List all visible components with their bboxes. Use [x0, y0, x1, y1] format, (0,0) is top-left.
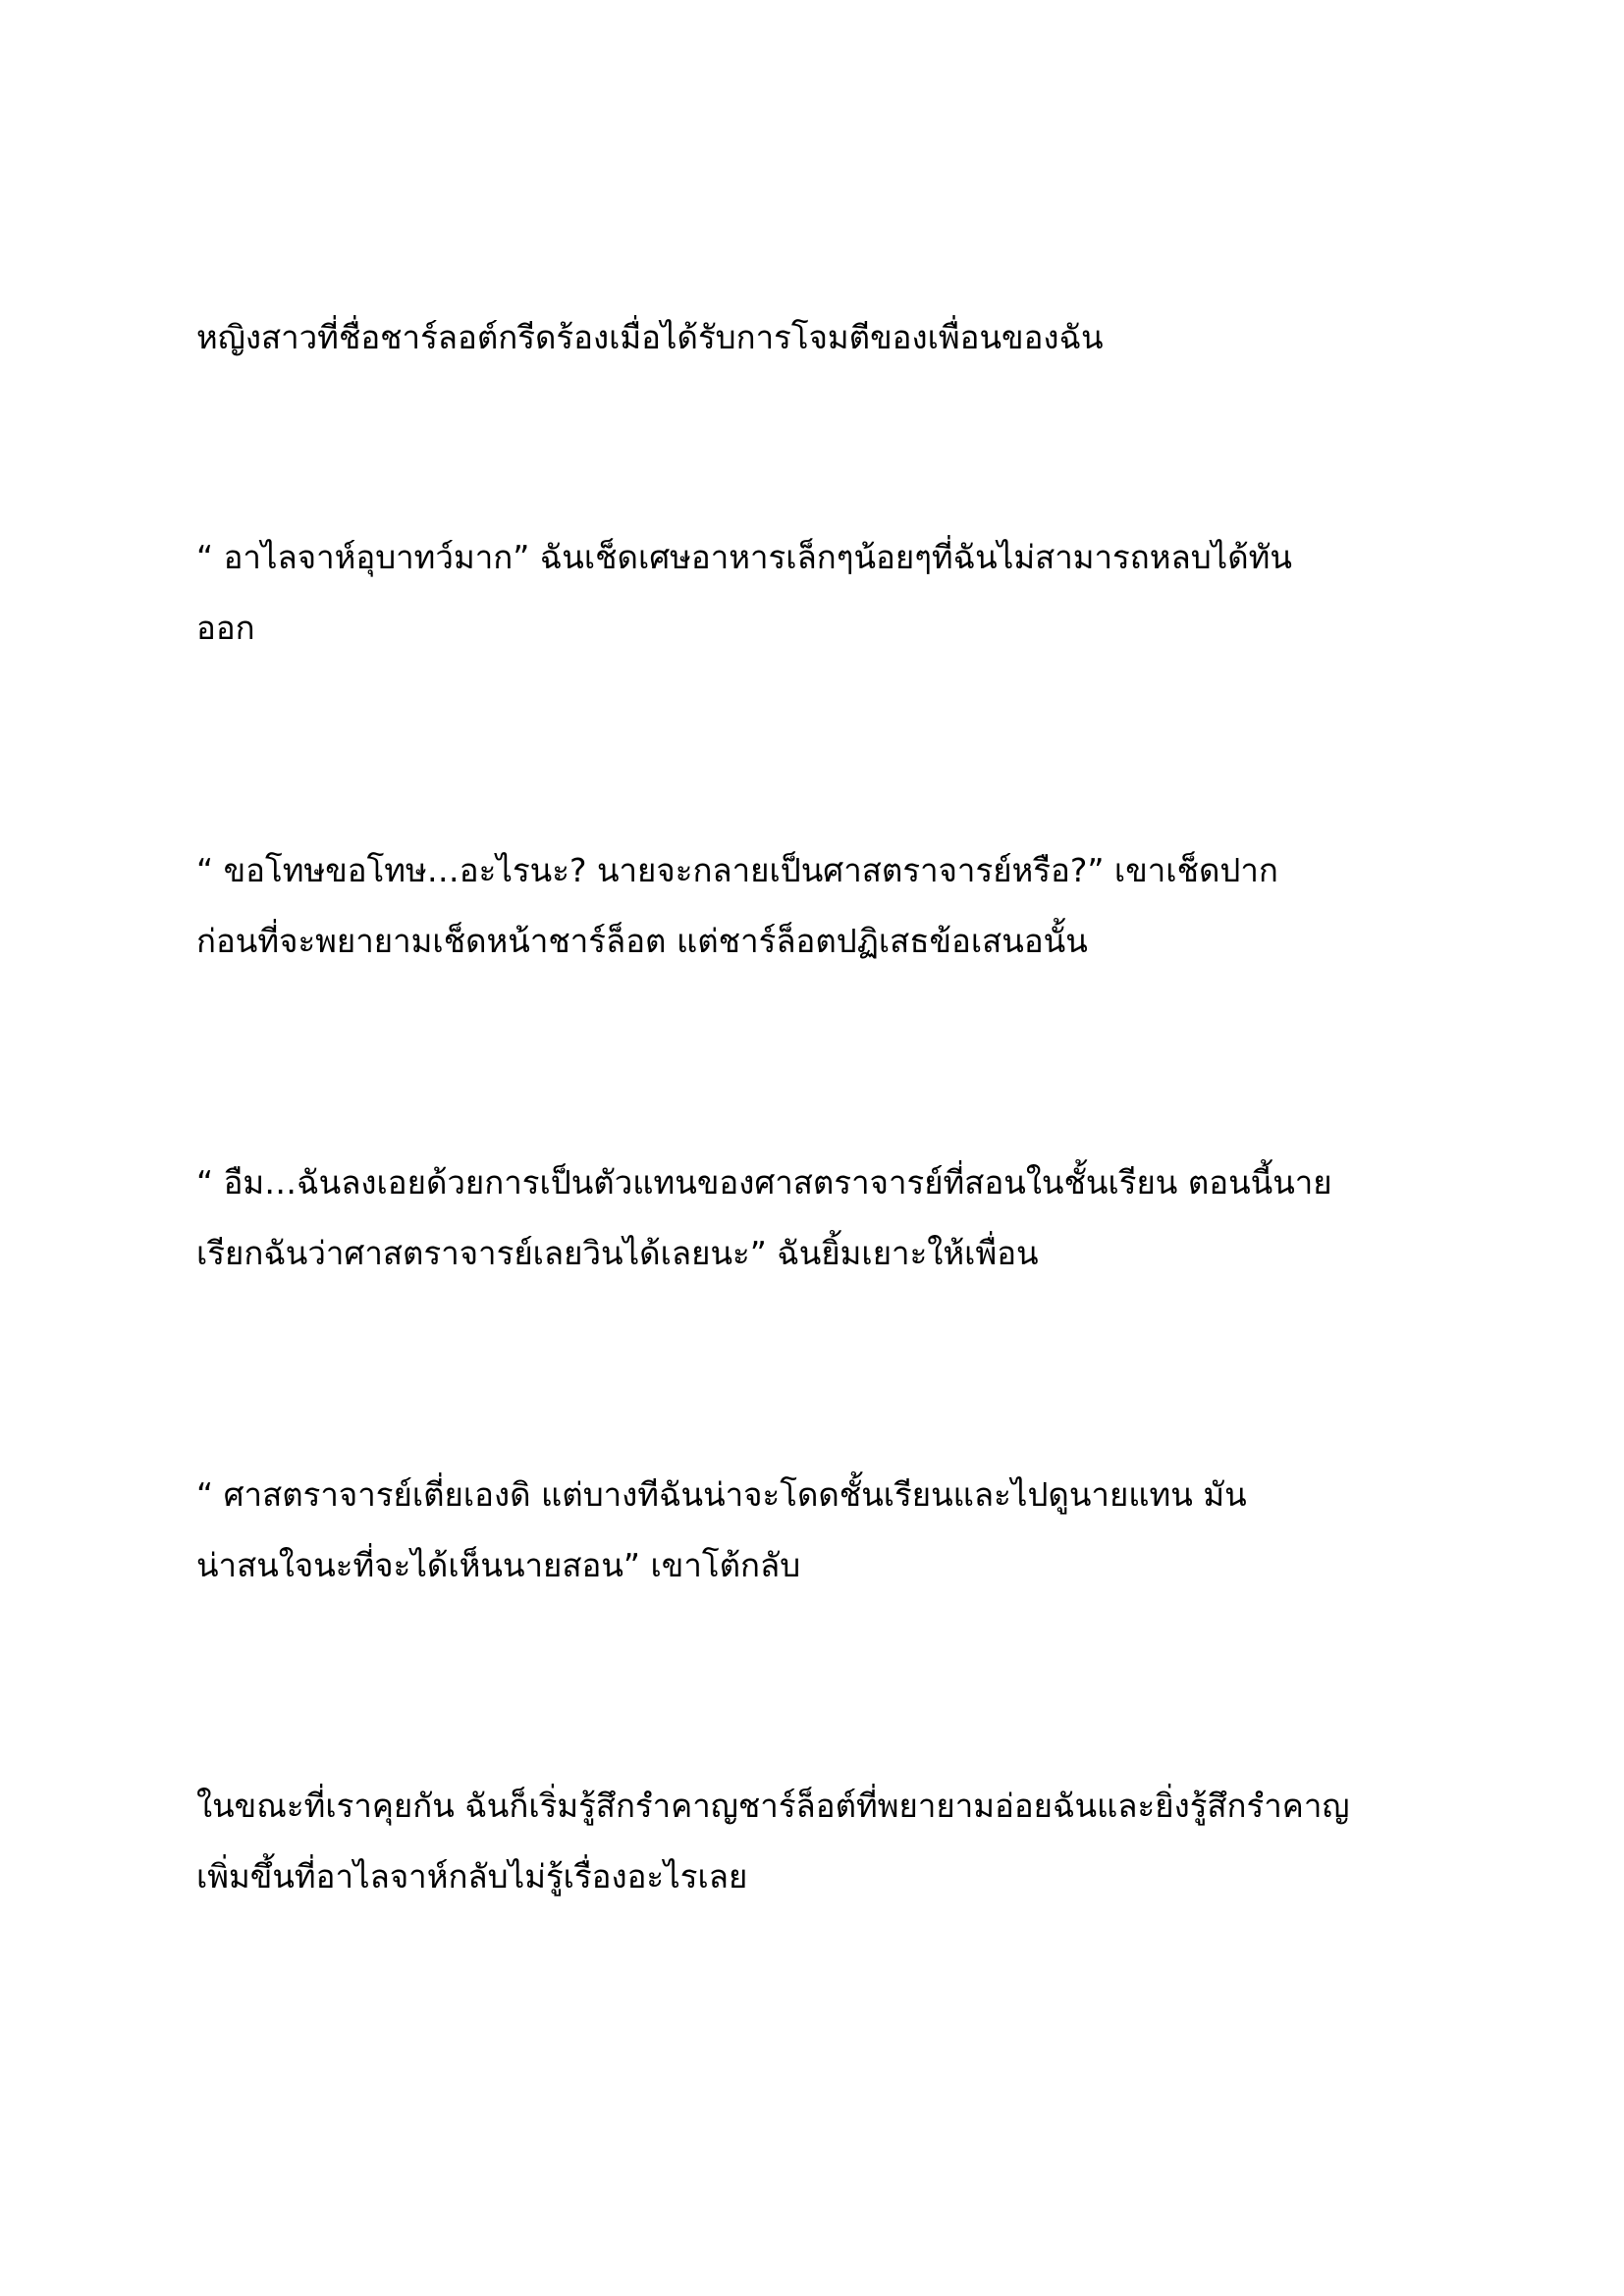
paragraph-line: น่าสนใจนะที่จะได้เห็นนายสอน” เขาโต้กลับ: [196, 1546, 801, 1584]
paragraph-line: “ ขอโทษขอโทษ…อะไรนะ? นายจะกลายเป็นศาสตราจารย์หรือ?” เขาเช็ดปาก: [196, 851, 1278, 889]
paragraph-line: หญิงสาวที่ชื่อชาร์ลอต์กรีดร้องเมื่อได้รับการโจมตีของเพื่อนของฉัน: [196, 318, 1104, 356]
paragraph-line: เพิ่มขึ้นที่อาไลจาห์กลับไม่รู้เรื่องอะไรเลย: [196, 1857, 748, 1896]
paragraph-3: [196, 835, 1453, 977]
paragraph-line: ออก: [196, 609, 255, 647]
paragraph-line: “ อาไลจาห์อุบาทว์มาก” ฉันเช็ดเศษอาหารเล็กๆน้อยๆที่ฉันไม่สามารถหลบได้ทัน: [196, 538, 1292, 576]
paragraph-line: ในขณะที่เราคุยกัน ฉันก็เริ่มรู้สึกรำคาญชาร์ล็อต์ที่พยายามอ่อยฉันและยิ่งรู้สึกรำคาญ: [196, 1787, 1350, 1825]
paragraph-line: เรียกฉันว่าศาสตราจารย์เลยวินได้เลยนะ” ฉันยิ้มเยาะให้เพื่อน: [196, 1234, 1039, 1272]
paragraph-6: [196, 1771, 1453, 1912]
paragraph-line: ก่อนที่จะพยายามเช็ดหน้าชาร์ล็อต แต่ชาร์ล็อตปฏิเสธข้อเสนอนั้น: [196, 922, 1088, 960]
paragraph-line: “ อืม…ฉันลงเอยด้วยการเป็นตัวแทนของศาสตราจารย์ที่สอนในชั้นเรียน ตอนนี้นาย: [196, 1163, 1332, 1201]
paragraph-line: “ ศาสตราจารย์เตี่ยเองดิ แต่บางทีฉันน่าจะโดดชั้นเรียนและไปดูนายแทน มัน: [196, 1475, 1247, 1514]
paragraph-4: [196, 1148, 1453, 1289]
paragraph-5: [196, 1460, 1453, 1601]
paragraph-2: [196, 522, 1453, 664]
paragraph-1: [196, 302, 1453, 373]
